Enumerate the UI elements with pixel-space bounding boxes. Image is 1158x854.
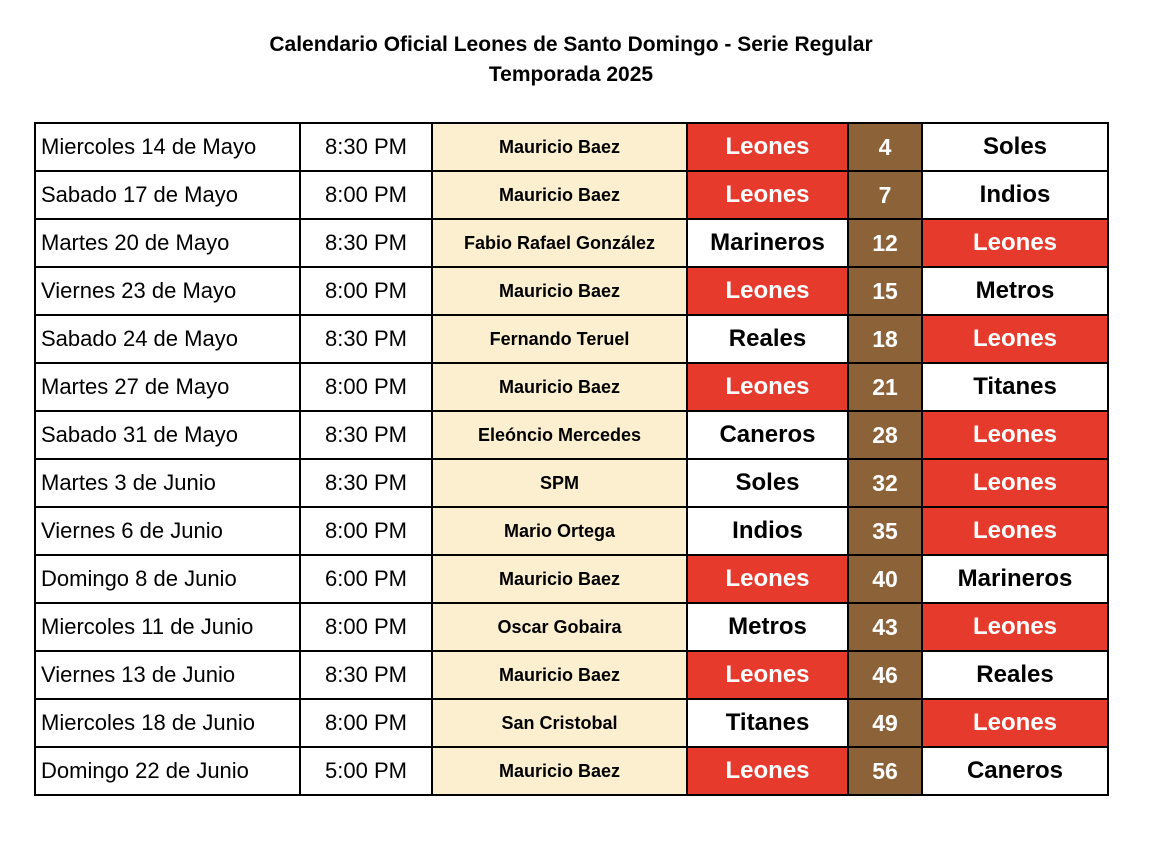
home-team: Metros [687, 603, 848, 651]
game-date: Miercoles 11 de Junio [35, 603, 300, 651]
game-number: 4 [848, 123, 922, 171]
home-team: Soles [687, 459, 848, 507]
game-venue: San Cristobal [432, 699, 687, 747]
table-row [35, 123, 1108, 171]
game-date: Sabado 24 de Mayo [35, 315, 300, 363]
game-date: Domingo 8 de Junio [35, 555, 300, 603]
table-row [35, 411, 1108, 459]
game-venue: Mauricio Baez [432, 555, 687, 603]
game-number: 35 [848, 507, 922, 555]
game-venue: Mauricio Baez [432, 651, 687, 699]
game-number: 46 [848, 651, 922, 699]
home-team: Leones [687, 747, 848, 795]
home-team: Reales [687, 315, 848, 363]
away-team: Leones [922, 699, 1108, 747]
game-date: Sabado 31 de Mayo [35, 411, 300, 459]
away-team: Marineros [922, 555, 1108, 603]
game-date: Viernes 23 de Mayo [35, 267, 300, 315]
away-team: Leones [922, 219, 1108, 267]
home-team: Indios [687, 507, 848, 555]
game-number: 43 [848, 603, 922, 651]
game-date: Sabado 17 de Mayo [35, 171, 300, 219]
game-time: 8:30 PM [300, 651, 432, 699]
schedule-body [35, 123, 1108, 795]
game-time: 8:30 PM [300, 459, 432, 507]
game-time: 8:30 PM [300, 315, 432, 363]
home-team: Leones [687, 363, 848, 411]
game-venue: Mauricio Baez [432, 123, 687, 171]
table-row [35, 507, 1108, 555]
game-time: 8:30 PM [300, 411, 432, 459]
game-time: 8:00 PM [300, 699, 432, 747]
table-row [35, 171, 1108, 219]
home-team: Titanes [687, 699, 848, 747]
game-time: 6:00 PM [300, 555, 432, 603]
away-team: Leones [922, 315, 1108, 363]
home-team: Leones [687, 267, 848, 315]
game-number: 56 [848, 747, 922, 795]
away-team: Leones [922, 603, 1108, 651]
game-time: 8:00 PM [300, 267, 432, 315]
game-venue: Mauricio Baez [432, 747, 687, 795]
away-team: Indios [922, 171, 1108, 219]
schedule-table [34, 122, 1109, 796]
game-date: Martes 27 de Mayo [35, 363, 300, 411]
home-team: Leones [687, 123, 848, 171]
game-time: 8:30 PM [300, 123, 432, 171]
table-row [35, 315, 1108, 363]
game-time: 8:30 PM [300, 219, 432, 267]
home-team: Leones [687, 555, 848, 603]
game-date: Domingo 22 de Junio [35, 747, 300, 795]
table-row [35, 699, 1108, 747]
away-team: Leones [922, 459, 1108, 507]
game-number: 12 [848, 219, 922, 267]
game-venue: Oscar Gobaira [432, 603, 687, 651]
game-number: 15 [848, 267, 922, 315]
home-team: Leones [687, 651, 848, 699]
game-venue: Mauricio Baez [432, 171, 687, 219]
game-number: 21 [848, 363, 922, 411]
game-number: 28 [848, 411, 922, 459]
game-date: Miercoles 14 de Mayo [35, 123, 300, 171]
page-subtitle: Temporada 2025 [488, 63, 654, 86]
game-number: 32 [848, 459, 922, 507]
game-date: Martes 3 de Junio [35, 459, 300, 507]
game-time: 8:00 PM [300, 603, 432, 651]
table-row [35, 267, 1108, 315]
table-row [35, 603, 1108, 651]
table-row [35, 219, 1108, 267]
game-venue: Mario Ortega [432, 507, 687, 555]
game-venue: Mauricio Baez [432, 363, 687, 411]
game-time: 8:00 PM [300, 507, 432, 555]
table-row [35, 459, 1108, 507]
game-time: 8:00 PM [300, 363, 432, 411]
game-number: 40 [848, 555, 922, 603]
away-team: Leones [922, 507, 1108, 555]
away-team: Leones [922, 411, 1108, 459]
game-number: 7 [848, 171, 922, 219]
away-team: Caneros [922, 747, 1108, 795]
away-team: Soles [922, 123, 1108, 171]
game-date: Miercoles 18 de Junio [35, 699, 300, 747]
home-team: Leones [687, 171, 848, 219]
away-team: Titanes [922, 363, 1108, 411]
game-time: 5:00 PM [300, 747, 432, 795]
away-team: Reales [922, 651, 1108, 699]
table-row [35, 651, 1108, 699]
game-number: 18 [848, 315, 922, 363]
game-venue: SPM [432, 459, 687, 507]
game-venue: Fernando Teruel [432, 315, 687, 363]
game-date: Viernes 13 de Junio [35, 651, 300, 699]
game-date: Viernes 6 de Junio [35, 507, 300, 555]
home-team: Caneros [687, 411, 848, 459]
home-team: Marineros [687, 219, 848, 267]
table-row [35, 363, 1108, 411]
away-team: Metros [922, 267, 1108, 315]
game-venue: Fabio Rafael González [432, 219, 687, 267]
game-time: 8:00 PM [300, 171, 432, 219]
game-venue: Mauricio Baez [432, 267, 687, 315]
table-row [35, 747, 1108, 795]
page-title: Calendario Oficial Leones de Santo Domingo - Serie Regular [269, 33, 873, 56]
game-number: 49 [848, 699, 922, 747]
game-date: Martes 20 de Mayo [35, 219, 300, 267]
table-row [35, 555, 1108, 603]
game-venue: Eleóncio Mercedes [432, 411, 687, 459]
